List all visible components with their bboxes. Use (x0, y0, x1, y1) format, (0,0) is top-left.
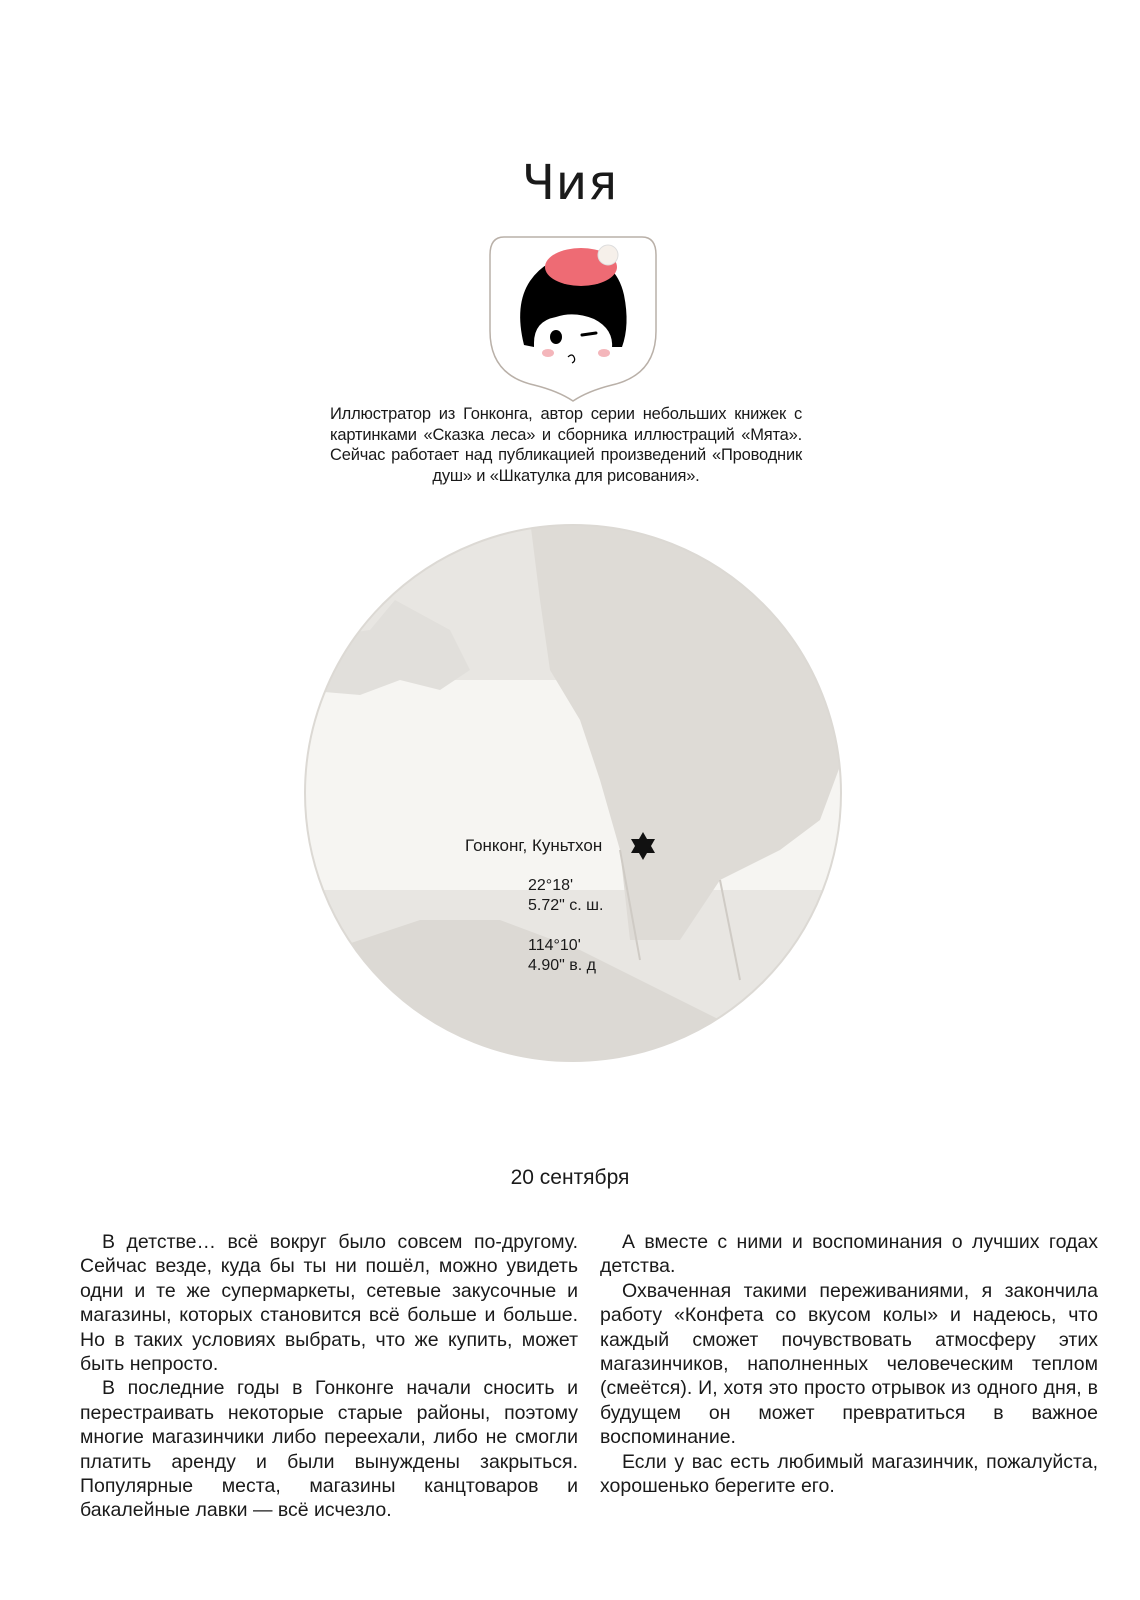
paragraph: А вместе с ними и воспоминания о лучших годах детства. (600, 1231, 1098, 1278)
longitude-degrees: 114°10' (528, 937, 581, 954)
paragraph: Если у вас есть любимый магазинчик, пожалуйста, хорошенько берегите его. (600, 1450, 1098, 1498)
author-bio: Иллюстратор из Гонконга, автор серии небольших книжек с картинками «Сказка леса» и сборника иллюстраций «Мята». Сейчас работает над публикацией произведений «Проводник душ» и «Шкатулка для рисования». (330, 405, 802, 485)
page-title: Чия (522, 155, 618, 211)
article-column-left (80, 1230, 578, 1523)
location-map (300, 520, 846, 1066)
longitude-seconds: 4.90" в. д (528, 957, 596, 974)
entry-date: 20 сентября (510, 1166, 630, 1189)
longitude (528, 936, 596, 976)
latitude-degrees: 22°18' (528, 877, 574, 894)
author-avatar (484, 225, 662, 403)
latitude (528, 876, 603, 916)
paragraph: В последние годы в Гонконге начали сносить и перестраивать некоторые старые районы, поэтому многие магазинчики либо переехали, либо не смогли платить аренду и были вынуждены закрыться. Популярные места, магазины канцтоваров и бакалейные лавки — всё исчезло. (80, 1377, 578, 1522)
paragraph: В детстве… всё вокруг было совсем по-другому. Сейчас везде, куда бы ты ни пошёл, можно увидеть одни и те же супермаркеты, сетевые закусочные и магазины, которых становится всё больше и больше. Но в таких условиях выбрать, что же купить, может быть непросто. (80, 1231, 578, 1376)
paragraph: Охваченная такими переживаниями, я закончила работу «Конфета со вкусом колы» и надеюсь, что каждый сможет почувствовать атмосферу этих магазинчиков, наполненных человеческим теплом (смеётся). И, хотя это просто отрывок из одного дня, в будущем он может превратиться в важное воспоминание. (600, 1279, 1098, 1449)
location-name: Гонконг, Куньтхон (465, 836, 603, 855)
six-pointed-star-icon (628, 831, 658, 861)
latitude-seconds: 5.72" с. ш. (528, 897, 604, 914)
article-column-right (600, 1230, 1098, 1498)
